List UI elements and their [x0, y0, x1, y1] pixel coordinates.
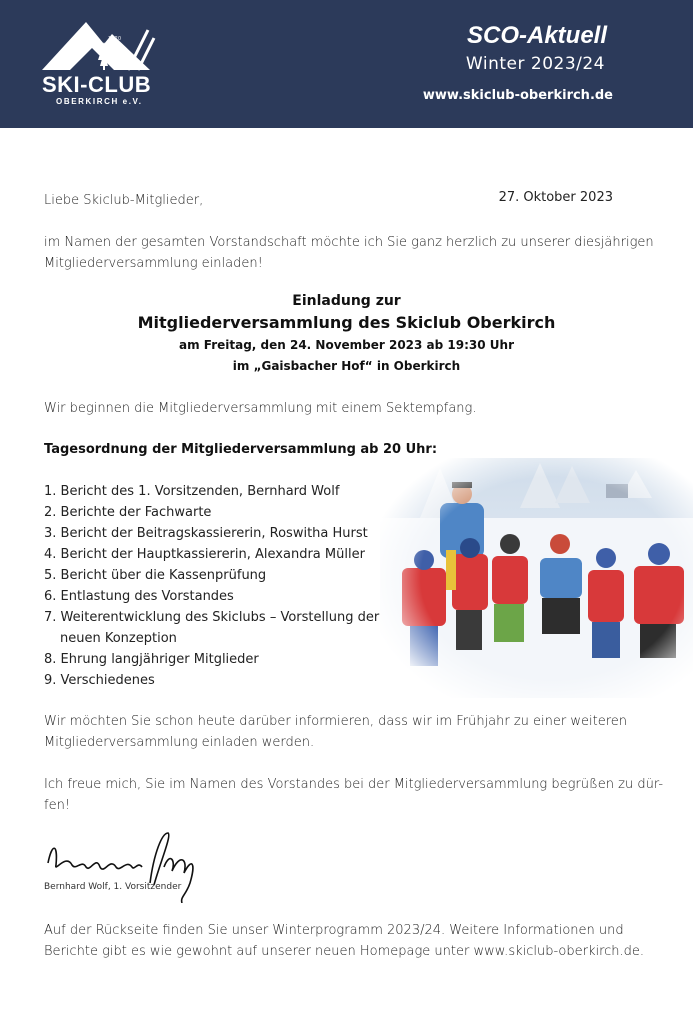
agenda-item-continuation: neuen Konzeption	[60, 631, 177, 646]
agenda-item: 8. Ehrung langjähriger Mitglieder	[44, 652, 259, 667]
newsletter-season: Winter 2023/24	[465, 54, 605, 74]
agenda-item: 5. Bericht über die Kassenprüfung	[44, 568, 267, 583]
agenda-list	[44, 481, 384, 691]
newsletter-title: SCO-Aktuell	[466, 22, 607, 49]
logo-sub: OBERKIRCH e.V.	[56, 97, 143, 106]
agenda-item: 2. Berichte der Fachwarte	[44, 505, 212, 520]
logo-name: SKI-CLUB	[42, 72, 152, 97]
invite-line-1: Einladung zur	[292, 293, 401, 309]
logo-seit: SEIT	[84, 36, 98, 42]
agenda-title: Tagesordnung der Mitgliederversammlung ab 20 Uhr:	[44, 442, 438, 457]
sekt-note: Wir beginnen die Mitgliederversammlung mit einem Sektempfang.	[44, 401, 477, 416]
kids-ski-group-photo	[380, 458, 693, 698]
agenda-item: 1. Bericht des 1. Vorsitzenden, Bernhard Wolf	[44, 484, 340, 499]
mountain-logo-icon	[40, 20, 160, 76]
agenda-item: 7. Weiterentwicklung des Skiclubs – Vorstellung der	[44, 610, 380, 625]
agenda-item: 6. Entlastung des Vorstandes	[44, 589, 234, 604]
agenda-item: 3. Bericht der Beitragskassiererin, Roswitha Hurst	[44, 526, 368, 541]
agenda-item: 4. Bericht der Hauptkassiererin, Alexandra Müller	[44, 547, 365, 562]
welcome-line-1: Ich freue mich, Sie im Namen des Vorstandes bei der Mitgliederversammlung begrüßen zu dür-	[44, 777, 664, 792]
spring-line-2: Mitgliederversammlung einladen werden.	[44, 735, 315, 750]
greeting: Liebe Skiclub-Mitglieder,	[44, 193, 204, 208]
website-url[interactable]: www.skiclub-oberkirch.de	[422, 88, 613, 103]
intro-line-1: im Namen der gesamten Vorstandschaft möchte ich Sie ganz herzlich zu unserer diesjährigen	[44, 235, 654, 250]
spring-line-1: Wir möchten Sie schon heute darüber informieren, dass wir im Frühjahr zu einer weiteren	[44, 714, 628, 729]
invite-location: im „Gaisbacher Hof“ in Oberkirch	[232, 359, 461, 373]
welcome-line-2: fen!	[44, 798, 71, 813]
intro-line-2: Mitgliederversammlung einladen!	[44, 256, 263, 271]
back-page-line-2: Berichte gibt es wie gewohnt auf unserer neuen Homepage unter www.skiclub-oberkirch.de.	[44, 944, 645, 959]
agenda-item: 9. Verschiedenes	[44, 673, 155, 688]
ski-club-logo	[40, 20, 160, 110]
invite-title: Mitgliederversammlung des Skiclub Oberkirch	[137, 313, 556, 332]
handwritten-signature	[42, 823, 212, 907]
header-banner	[0, 0, 693, 128]
logo-year: 1920	[108, 36, 122, 42]
signer-name: Bernhard Wolf, 1. Vorsitzender	[44, 882, 182, 892]
invite-date: am Freitag, den 24. November 2023 ab 19:30 Uhr	[178, 338, 515, 352]
letter-date: 27. Oktober 2023	[498, 190, 613, 205]
back-page-line-1: Auf der Rückseite finden Sie unser Winterprogramm 2023/24. Weitere Informationen und	[44, 923, 624, 938]
